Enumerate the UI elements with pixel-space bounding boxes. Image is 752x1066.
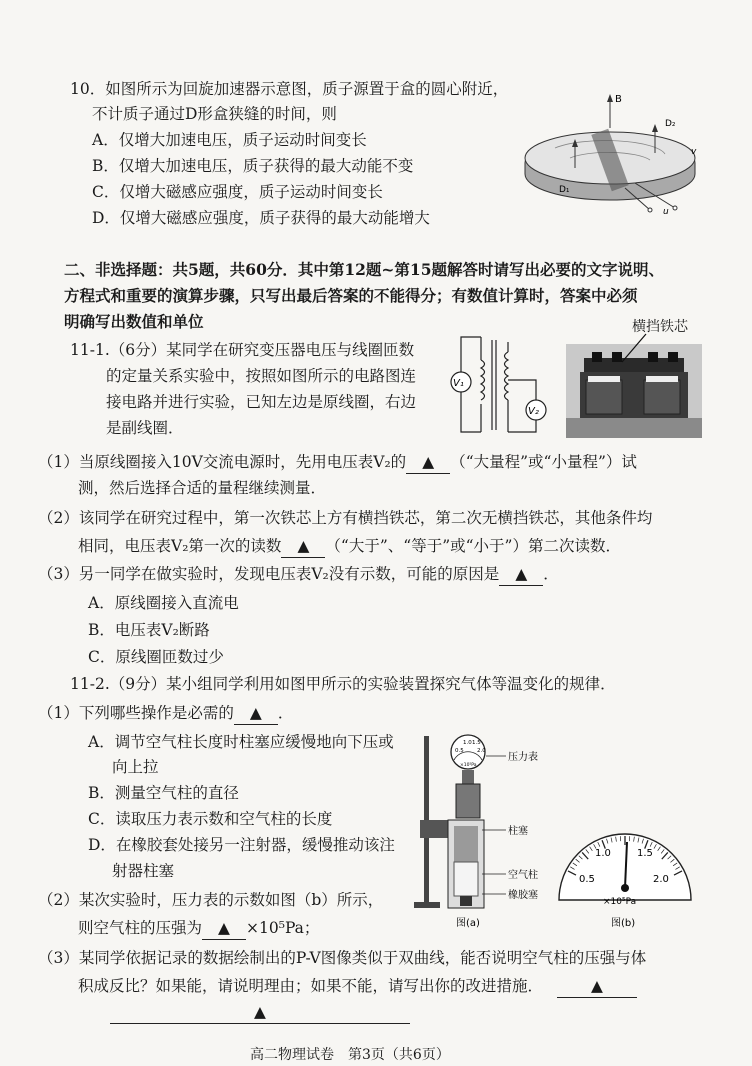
cyclotron-label-b: B bbox=[615, 94, 622, 105]
answer-blank-3[interactable]: ▲ bbox=[499, 563, 543, 586]
q10-option-b: B．仅增大加速电压，质子获得的最大动能不变 bbox=[92, 155, 413, 177]
answer-blank-1[interactable]: ▲ bbox=[406, 451, 450, 474]
answer-blank-5[interactable]: ▲ bbox=[202, 917, 246, 940]
q10-stem-line2: 不计质子通过D形盒狭缝的时间，则 bbox=[92, 103, 337, 125]
cyclotron-figure bbox=[515, 88, 705, 218]
gauge-tick-label-3: 2.0 bbox=[653, 874, 669, 885]
answer-blank-6[interactable]: ▲ bbox=[557, 975, 637, 998]
q11-1-stem-line4: 是副线圈． bbox=[106, 417, 184, 439]
q11-1-option-b: B．电压表V₂断路 bbox=[88, 619, 210, 641]
q11-1-part2-line1: （2）该同学在研究过程中，第一次铁芯上方有横挡铁芯，第二次无横挡铁芯，其他条件均 bbox=[38, 507, 652, 529]
q11-2-option-a-line2: 向上拉 bbox=[112, 756, 159, 778]
figure-a-apparatus bbox=[410, 730, 550, 930]
transformer-circuit-diagram bbox=[436, 332, 556, 442]
answer-blank-2[interactable]: ▲ bbox=[281, 535, 325, 558]
page-footer: 高二物理试卷 第3页（共6页） bbox=[250, 1044, 450, 1066]
figure-b-gauge bbox=[555, 808, 695, 930]
gauge-tick-label-1: 1.0 bbox=[595, 848, 611, 859]
q10-stem-line1: 10．如图所示为回旋加速器示意图，质子源置于盒的圆心附近， bbox=[70, 78, 508, 100]
dial-a-0: 0.5 bbox=[455, 748, 464, 754]
plunger-label: 柱塞 bbox=[508, 824, 528, 837]
dial-a-2: 1.5 bbox=[472, 740, 481, 746]
q10-option-d: D．仅增大磁感应强度，质子获得的最大动能增大 bbox=[92, 207, 430, 229]
section2-line1: 二、非选择题：共5题，共60分．其中第12题~第15题解答时请写出必要的文字说明、 bbox=[64, 259, 664, 281]
dial-a-1: 1.0 bbox=[463, 740, 472, 746]
crossbar-core-label: 横挡铁芯 bbox=[632, 316, 688, 338]
q11-2-part2-line1: （2）某次实验时，压力表的示数如图（b）所示， bbox=[38, 889, 383, 911]
q11-1-stem-line2: 的定量关系实验中，按照如图所示的电路图连 bbox=[106, 365, 416, 387]
q11-2-part3-line3 bbox=[110, 1001, 410, 1024]
q11-1-part1-line2: 测，然后选择合适的量程继续测量． bbox=[78, 477, 326, 499]
voltmeter-v1-label: V₁ bbox=[453, 378, 464, 389]
q11-2-option-a-line1: A．调节空气柱长度时柱塞应缓慢地向下压或 bbox=[88, 731, 394, 753]
q11-1-option-c: C．原线圈匝数过少 bbox=[88, 646, 224, 668]
cyclotron-label-d1: D₁ bbox=[559, 185, 570, 195]
q11-2-part3-line1: （3）某同学依据记录的数据绘制出的P-V图像类似于双曲线，能否说明空气柱的压强与体 bbox=[38, 947, 646, 969]
voltmeter-v2-label: V₂ bbox=[528, 406, 539, 417]
gauge-tick-label-0: 0.5 bbox=[579, 874, 595, 885]
q10-option-a: A．仅增大加速电压，质子运动时间变长 bbox=[92, 129, 367, 151]
figure-b-caption: 图(b) bbox=[611, 917, 635, 929]
section2-line3: 明确写出数值和单位 bbox=[64, 311, 204, 333]
q11-2-part3-line2: 积成反比？如果能，请说明理由；如果不能，请写出你的改进措施． ▲ bbox=[78, 975, 637, 998]
transformer-photo bbox=[564, 318, 704, 438]
air-column-label: 空气柱 bbox=[508, 868, 538, 881]
gauge-unit-label: ×10⁵Pa bbox=[603, 897, 636, 907]
q11-1-stem-line1: 11-1.（6分）某同学在研究变压器电压与线圈匝数 bbox=[70, 339, 414, 361]
cyclotron-label-v: v bbox=[691, 147, 697, 157]
cyclotron-label-u: u bbox=[663, 207, 669, 217]
q11-2-part2-line2: 则空气柱的压强为 ▲ ×10⁵Pa； bbox=[78, 917, 319, 940]
answer-blank-4[interactable]: ▲ bbox=[234, 702, 278, 725]
q11-1-option-a: A．原线圈接入直流电 bbox=[88, 592, 239, 614]
figure-a-caption: 图(a) bbox=[456, 917, 480, 929]
cyclotron-label-d2: D₂ bbox=[665, 119, 676, 129]
q11-2-stem: 11-2.（9分）某小组同学利用如图甲所示的实验装置探究气体等温变化的规律． bbox=[70, 673, 616, 695]
dial-a-unit: ×10⁵Pa bbox=[460, 762, 477, 768]
q11-2-option-b: B．测量空气柱的直径 bbox=[88, 782, 239, 804]
section2-line2: 方程式和重要的演算步骤，只写出最后答案的不能得分；有数值计算时，答案中必须 bbox=[64, 285, 638, 307]
rubber-stopper-label: 橡胶塞 bbox=[508, 888, 538, 901]
answer-blank-7[interactable]: ▲ bbox=[110, 1001, 410, 1024]
dial-a-3: 2.0 bbox=[477, 748, 486, 754]
gauge-tick-label-2: 1.5 bbox=[637, 848, 653, 859]
q11-1-part2-line2: 相同，电压表V₂第一次的读数 ▲ （“大于”、“等于”或“小于”）第二次读数． bbox=[78, 535, 621, 558]
q11-2-part1: （1）下列哪些操作是必需的 ▲ ． bbox=[38, 702, 293, 725]
q11-1-part1-line1: （1）当原线圈接入10V交流电源时，先用电压表V₂的 ▲ （“大量程”或“小量程”）试 bbox=[38, 451, 637, 474]
pressure-gauge-label: 压力表 bbox=[508, 750, 538, 763]
q11-1-stem-line3: 接电路并进行实验，已知左边是原线圈，右边 bbox=[106, 391, 416, 413]
q11-2-option-c: C．读取压力表示数和空气柱的长度 bbox=[88, 808, 332, 830]
q10-option-c: C．仅增大磁感应强度，质子运动时间变长 bbox=[92, 181, 383, 203]
q11-2-option-d-line2: 射器柱塞 bbox=[112, 860, 174, 882]
q11-2-option-d-line1: D．在橡胶套处接另一注射器，缓慢推动该注 bbox=[88, 834, 395, 856]
q11-1-part3: （3）另一同学在做实验时，发现电压表V₂没有示数，可能的原因是 ▲ ． bbox=[38, 563, 559, 586]
